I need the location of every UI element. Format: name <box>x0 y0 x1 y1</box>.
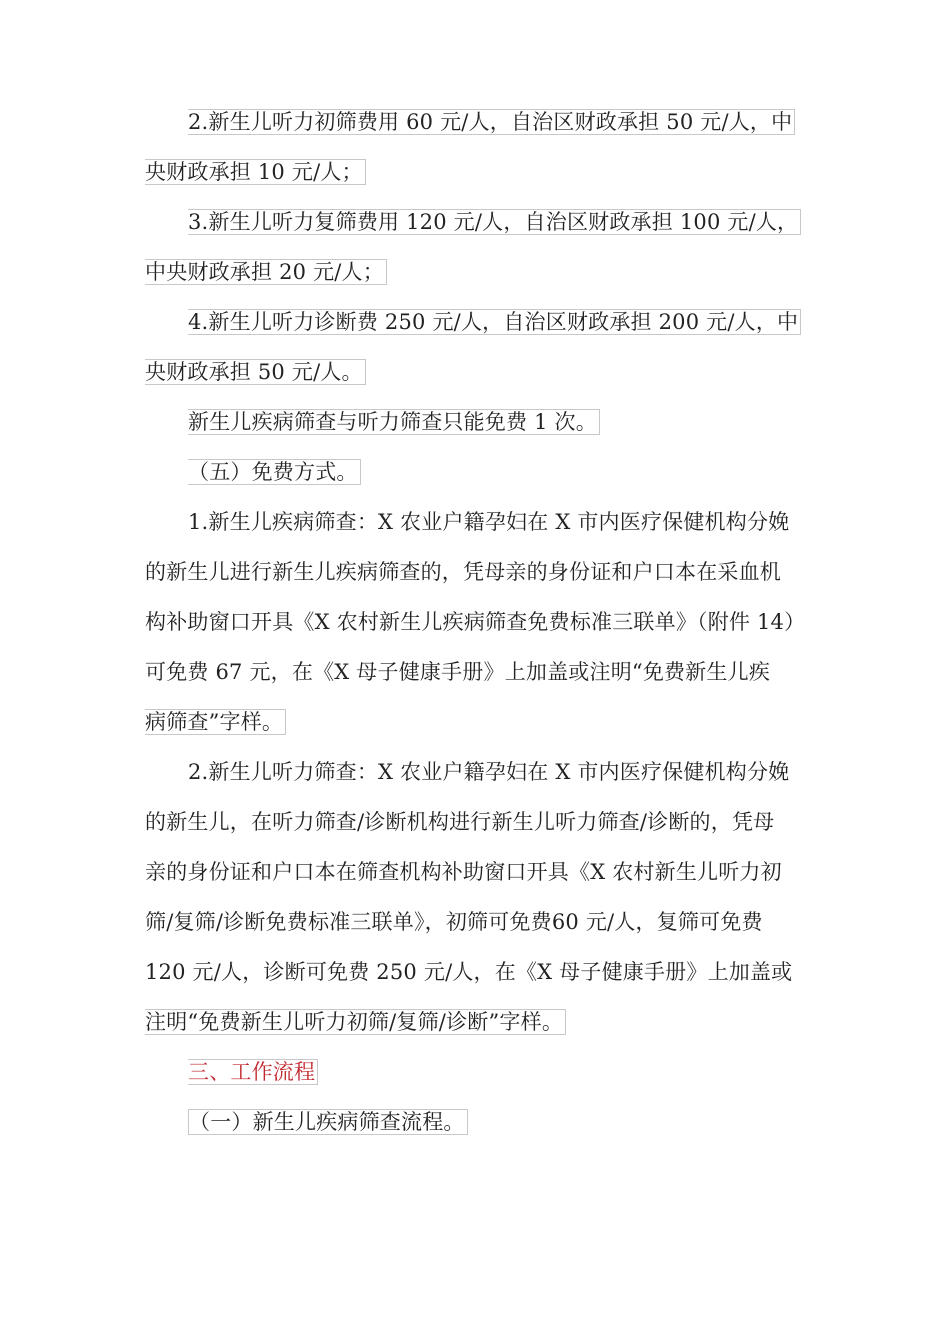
paragraph-line: 2.新生儿听力筛查：X 农业户籍孕妇在 X 市内医疗保健机构分娩 <box>188 760 790 784</box>
paragraph-line: 新生儿疾病筛查与听力筛查只能免费 1 次。 <box>188 407 807 437</box>
paragraph-line: 可免费 67 元，在《X 母子健康手册》上加盖或注明“免费新生儿疾 <box>145 660 771 684</box>
paragraph-line: 央财政承担 50 元/人。 <box>145 357 807 387</box>
paragraph-line: 4.新生儿听力诊断费 250 元/人，自治区财政承担 200 元/人，中 <box>188 307 807 337</box>
section-heading: 三、工作流程 <box>188 1057 807 1087</box>
section-subheading: （一）新生儿疾病筛查流程。 <box>188 1107 807 1137</box>
paragraph-line: 120 元/人，诊断可免费 250 元/人，在《X 母子健康手册》上加盖或 <box>145 960 793 984</box>
paragraph-line: 注明“免费新生儿听力初筛/复筛/诊断”字样。 <box>145 1007 807 1037</box>
paragraph-line: 构补助窗口开具《X 农村新生儿疾病筛查免费标准三联单》（附件 14） <box>145 610 806 634</box>
section-subheading: （五）免费方式。 <box>188 457 807 487</box>
paragraph-line: 中央财政承担 20 元/人； <box>145 257 807 287</box>
paragraph-line: 的新生儿进行新生儿疾病筛查的，凭母亲的身份证和户口本在采血机 <box>145 560 781 584</box>
paragraph-line: 2.新生儿听力初筛费用 60 元/人，自治区财政承担 50 元/人，中 <box>188 107 807 137</box>
paragraph-line: 央财政承担 10 元/人； <box>145 157 807 187</box>
paragraph-line: 病筛查”字样。 <box>145 707 807 737</box>
paragraph-line: 筛/复筛/诊断免费标准三联单》，初筛可免费60 元/人，复筛可免费 <box>145 910 763 934</box>
paragraph-line: 3.新生儿听力复筛费用 120 元/人，自治区财政承担 100 元/人， <box>188 207 807 237</box>
paragraph-line: 亲的身份证和户口本在筛查机构补助窗口开具《X 农村新生儿听力初 <box>145 860 782 884</box>
paragraph-line: 的新生儿，在听力筛查/诊断机构进行新生儿听力筛查/诊断的，凭母 <box>145 810 775 834</box>
paragraph-line: 1.新生儿疾病筛查：X 农业户籍孕妇在 X 市内医疗保健机构分娩 <box>188 510 790 534</box>
